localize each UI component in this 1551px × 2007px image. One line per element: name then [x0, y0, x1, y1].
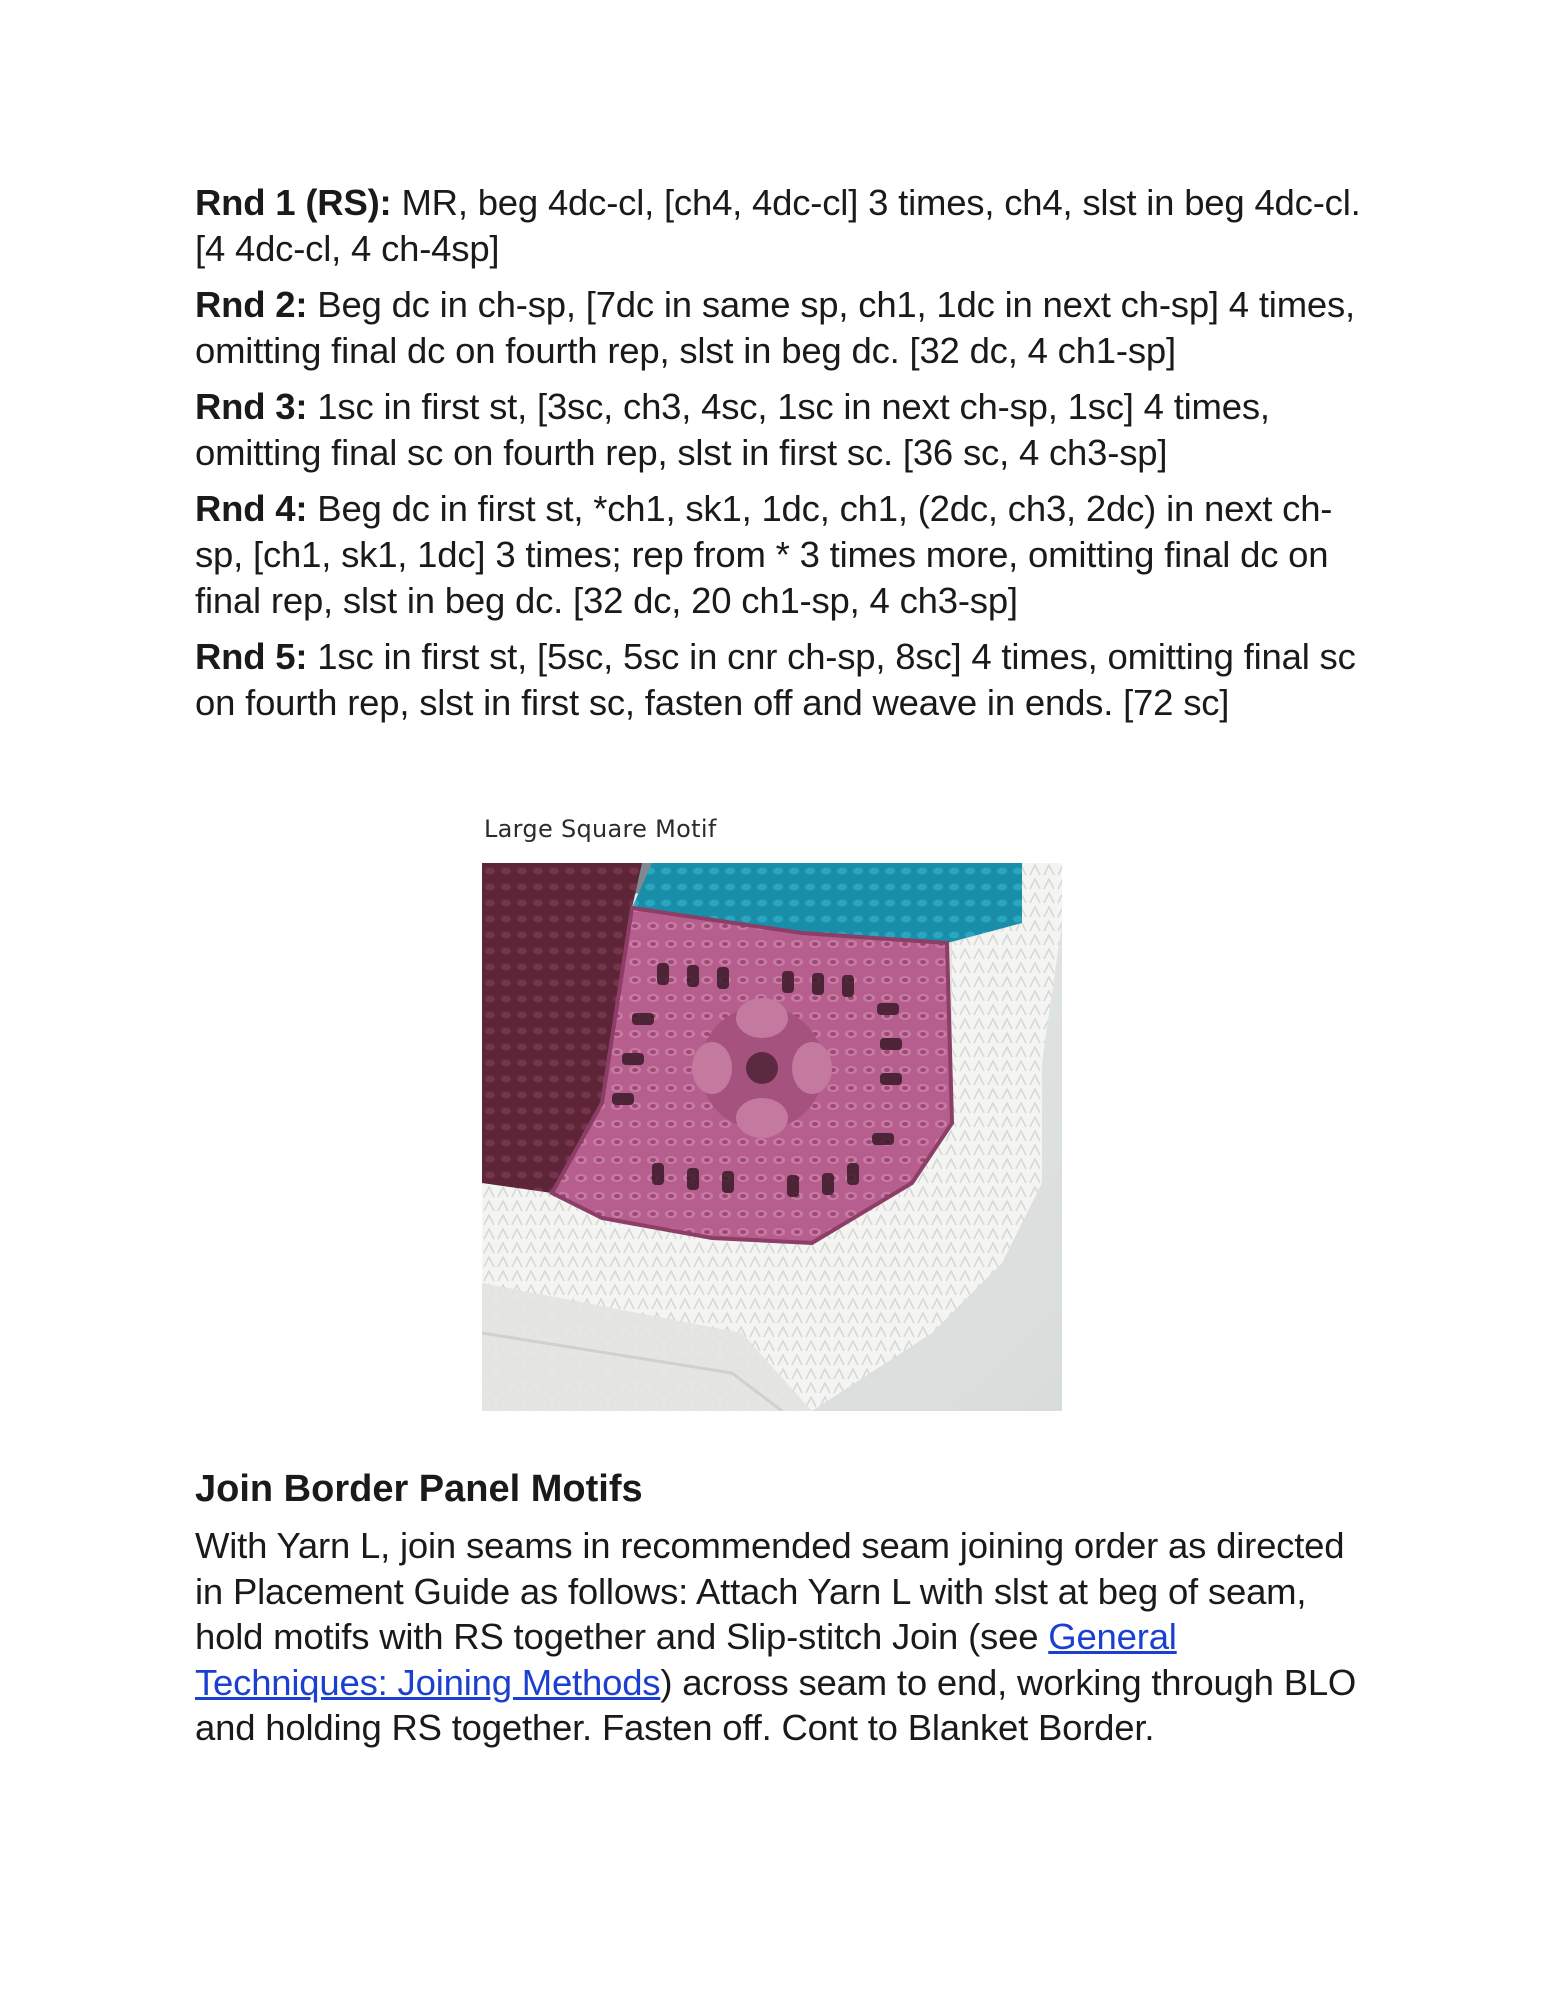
round-label: Rnd 4: — [195, 488, 308, 529]
join-section — [195, 1465, 1375, 1751]
round-text: Beg dc in first st, *ch1, sk1, 1dc, ch1, (2dc, ch3, 2dc) in next ch-sp, [ch1, sk1, 1dc] 3 times; rep from * 3 times more, omitting final dc on final rep, slst in beg dc. [32 dc, 20 ch1-sp, 4 ch3-sp] — [195, 488, 1333, 621]
round-2 — [195, 282, 1375, 374]
round-text: MR, beg 4dc-cl, [ch4, 4dc-cl] 3 times, ch4, slst in beg 4dc-cl. [4 4dc-cl, 4 ch-4sp] — [195, 182, 1361, 269]
figure-caption: Large Square Motif — [484, 815, 717, 843]
round-5 — [195, 634, 1375, 726]
round-label: Rnd 1 (RS): — [195, 182, 392, 223]
motif-figure — [482, 815, 1062, 1411]
paragraph-text-after: ) across seam to end, working through BLO and holding RS together. Fasten off. Cont to Blanket Border. — [195, 1661, 1357, 1748]
round-3 — [195, 384, 1375, 476]
round-label: Rnd 5: — [195, 636, 308, 677]
round-text: 1sc in first st, [3sc, ch3, 4sc, 1sc in next ch-sp, 1sc] 4 times, omitting final sc on fourth rep, slst in first sc. [36 sc, 4 ch3-sp] — [195, 386, 1270, 473]
pattern-rounds — [195, 180, 1375, 736]
joining-methods-link[interactable]: General Techniques: Joining Methods — [195, 1616, 1177, 1703]
round-label: Rnd 3: — [195, 386, 308, 427]
round-text: 1sc in first st, [5sc, 5sc in cnr ch-sp, 8sc] 4 times, omitting final sc on fourth rep, slst in first sc, fasten off and weave in ends. [72 sc] — [195, 636, 1356, 723]
paragraph-text-before: With Yarn L, join seams in recommended seam joining order as directed in Placement Guide as follows: Attach Yarn L with slst at beg of seam, hold motifs with RS together and Slip-stitch Join (see — [195, 1525, 1345, 1657]
round-text: Beg dc in ch-sp, [7dc in same sp, ch1, 1dc in next ch-sp] 4 times, omitting final dc on fourth rep, slst in beg dc. [32 dc, 4 ch1-sp] — [195, 284, 1355, 371]
section-heading: Join Border Panel Motifs — [195, 1468, 643, 1510]
round-1 — [195, 180, 1375, 272]
section-paragraph — [195, 1523, 1375, 1751]
crochet-motif-photo — [482, 863, 1062, 1411]
round-4 — [195, 486, 1375, 624]
round-label: Rnd 2: — [195, 284, 308, 325]
